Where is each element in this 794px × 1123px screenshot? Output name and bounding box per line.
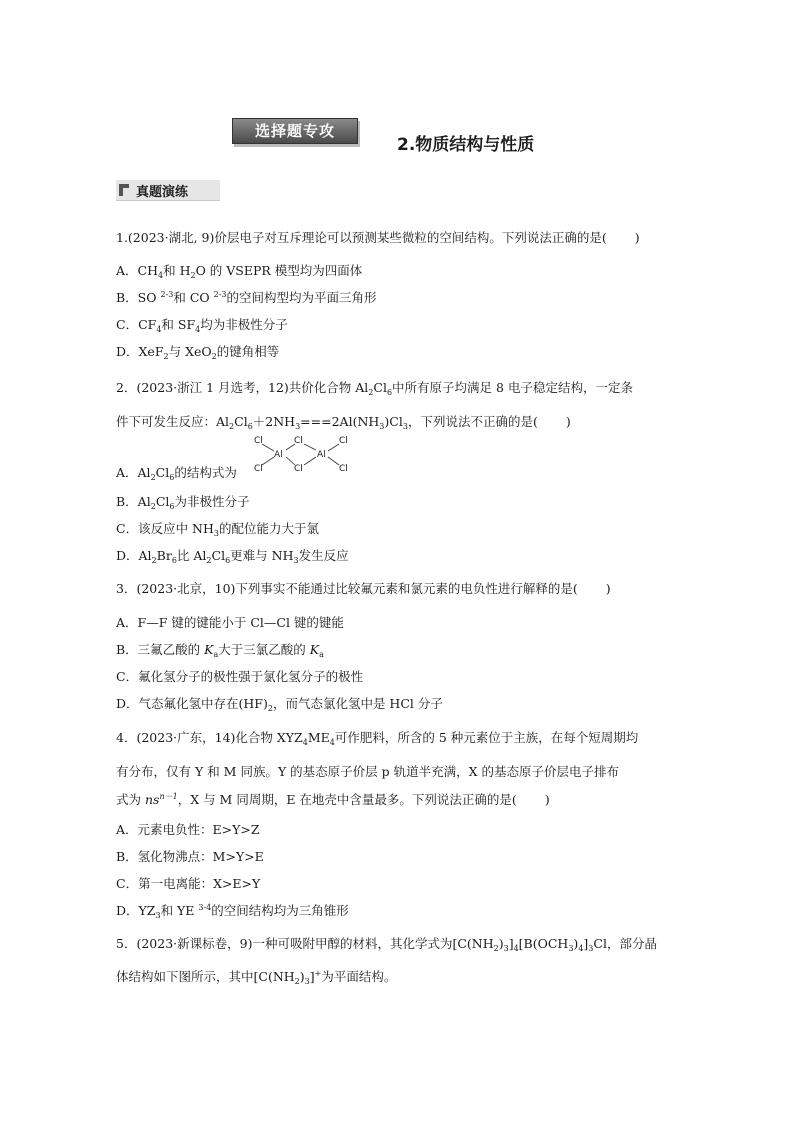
question-4-stem-line-3: 式为 $ns^{n-1}$，X 与 M 同周期，E 在地壳中含量最多。下列说法正确的是( ) [116,792,550,807]
question-3-option-b: B．三氟乙酸的 $K_a$大于三氯乙酸的 $K_a$ [116,642,324,659]
question-2-option-c: C．该反应中 $NH_3$的配位能力大于氯 [116,521,319,538]
question-5-stem-line-1: 5．(2023·新课标卷，9)一种可吸附甲醇的材料，其化学式为$[C(NH_2)_3]_4[B(OCH_3)_4]_3Cl$，部分晶 [116,936,657,953]
question-2-option-d: D．$Al_2Br_6$比 $Al_2Cl_6$更难与 $NH_3$发生反应 [116,548,349,565]
section-label: 真题演练 [136,185,189,200]
question-4-option-a: A．元素电负性：E>Y>Z [116,822,260,837]
question-1-option-a: A．$CH_4$和 $H_2O$ 的 VSEPR 模型均为四面体 [116,263,363,280]
question-3-stem: 3．(2023·北京，10)下列事实不能通过比较氟元素和氯元素的电负性进行解释的是( ) [116,581,611,596]
question-2-option-a: A．$Al_2Cl_6$的结构式为 [116,465,237,482]
page-title: 2.物质结构与性质 [397,135,535,155]
question-4-option-c: C．第一电离能：X>E>Y [116,876,261,891]
question-4-stem-line-1: 4．(2023·广东，14)化合物 $XYZ_4ME_4$可作肥料，所含的 5 种元素位于主族，在每个短周期均 [116,730,639,747]
struct-al-left: Al [274,450,283,460]
question-1-option-c: C．$CF_4$和 $SF_4$均为非极性分子 [116,317,288,334]
section-marker-icon [119,184,129,196]
question-3-option-d: D．气态氟化氢中存在$(HF)_2$，而气态氯化氢中是 HCl 分子 [116,696,443,713]
question-2-option-b: B．$Al_2Cl_6$为非极性分子 [116,494,250,511]
struct-cl-top-left: Cl [254,436,263,446]
question-3-option-a: A．F—F 键的键能小于 Cl—Cl 键的键能 [116,615,344,630]
question-1-option-d: D．XeF$_2$与 XeO$_2$的键角相等 [116,344,280,361]
topic-badge [232,118,358,144]
question-2-stem-line-1: 2．(2023·浙江 1 月选考，12)共价化合物 $Al_2Cl_6$中所有原子均满足 8 电子稳定结构，一定条 [116,380,633,397]
struct-cl-bridge-bottom: Cl [294,464,303,474]
struct-cl-bottom-left: Cl [254,464,263,474]
question-1-stem: 1.(2023·湖北, 9)价层电子对互斥理论可以预测某些微粒的空间结构。下列说法正确的是( ) [116,230,640,245]
question-4-stem-line-2: 有分布，仅有 Y 和 M 同族。Y 的基态原子价层 p 轨道半充满，X 的基态原子价层电子排布 [116,764,619,779]
question-3-option-c: C．氟化氢分子的极性强于氯化氢分子的极性 [116,669,364,684]
al2cl6-structure-diagram [250,434,360,474]
question-1-option-b: B．SO $^{2-3}$和 CO $^{2-3}$的空间构型均为平面三角形 [116,290,377,305]
struct-cl-bottom-right: Cl [339,464,348,474]
struct-cl-bridge-top: Cl [294,436,303,446]
section-heading [116,180,220,201]
question-4-option-b: B．氢化物沸点：M>Y>E [116,849,264,864]
struct-cl-top-right: Cl [339,436,348,446]
topic-badge-label: 选择题专攻 [254,122,335,140]
question-5-stem-line-2: 体结构如下图所示，其中$[C(NH_2)_3]^+$为平面结构。 [116,969,397,986]
question-2-stem-line-2: 件下可发生反应：$Al_2Cl_6+2NH_3===2Al(NH_3)Cl_3$，下列说法不正确的是( ) [116,414,571,431]
struct-al-right: Al [317,450,326,460]
question-4-option-d: D．$YZ_3$和 YE $^{3-4}$的空间结构均为三角锥形 [116,903,349,920]
